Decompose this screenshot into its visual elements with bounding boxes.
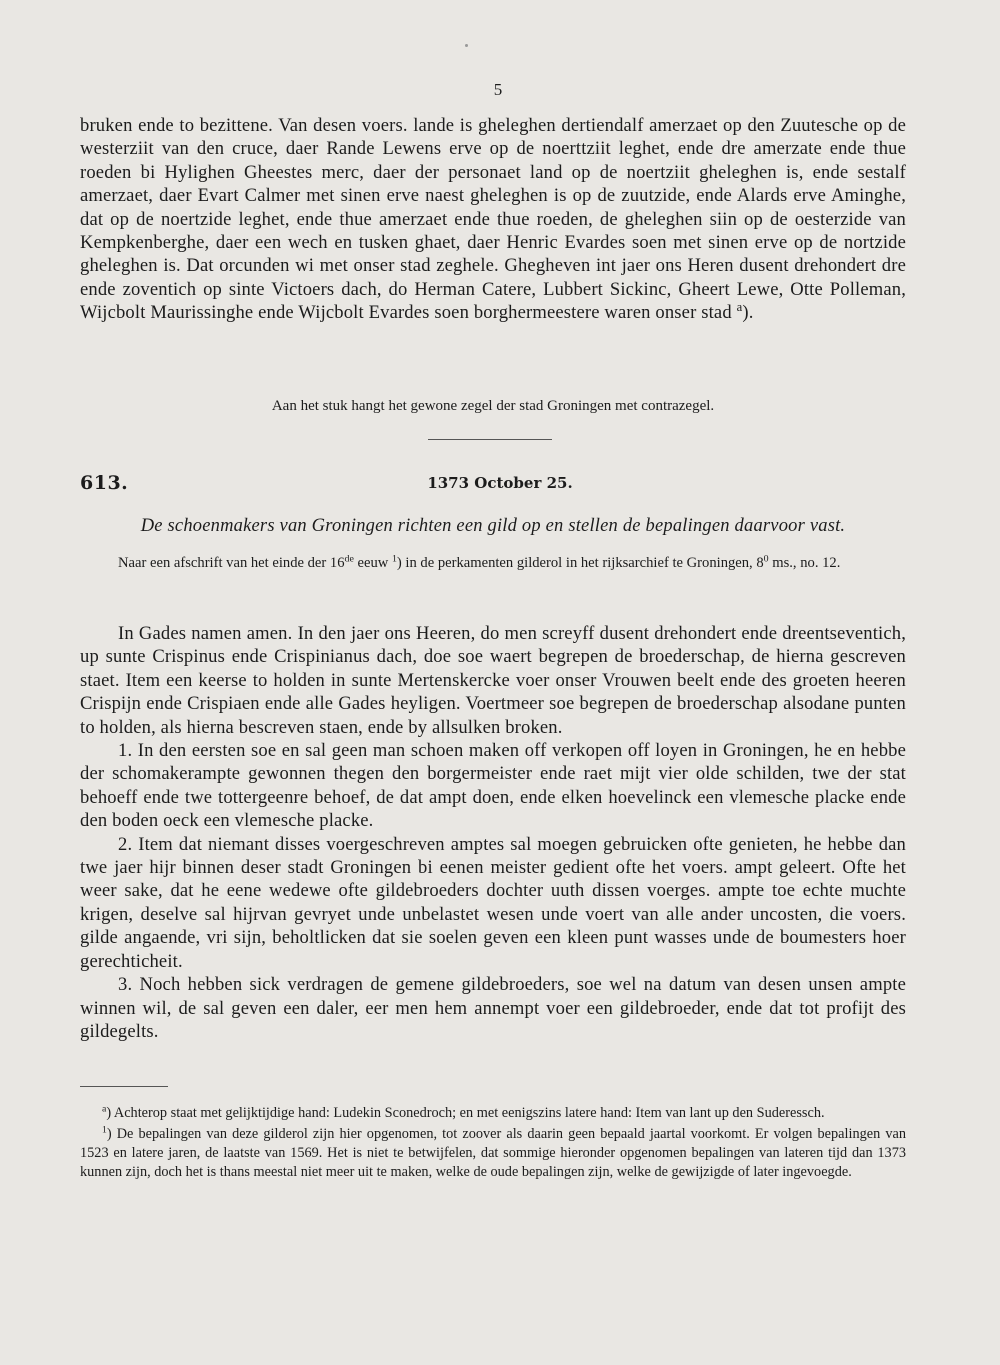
top-paragraph: bruken ende to bezittene. Van desen voers. lande is gheleghen dertiendalf amerzaet op den Zuutesche op de westerziit van den cruce, daer Rande Lewens erve op de noerttziit leghet, ende dre amerzate ende thue roeden bi Hylighen Gheestes merc, daer der personaet land op de noertziit gheleghen is, ende sestalf amerzaet, daer Evart Calmer met sinen erve naest gheleghen is op de zuutzide, ende Alards erve Aminghe, dat op de noertzide leghet, ende thue amerzaet ende thue roeden, de gheleghen siin op de oesterzide van Kempkenberghe, daer een wech en tusken ghaet, daer Henric Evardes soen met sinen erve op de nortzide gheleghen is. Dat orcunden wi met onser stad zeghele. Ghegheven int jaer ons Heren dusent drehondert dre ende zoventich op sinte Victoers dach, do Herman Catere, Lubbert Sickinc, Gheert Lewe, Otte Polleman, Wijcbolt Maurissinghe ende Wijcbolt Evardes soen borghermeestere waren onser stad $^a$). — [80, 115, 906, 324]
footnote-ref-1[interactable]: 1 — [391, 553, 397, 565]
continued-charter-text — [80, 114, 906, 325]
gild-text — [80, 622, 906, 1043]
footnote-a: $^a$) Achterop staat met gelijktijdige hand: Ludekin Sconedroch; en met eenigszins latere hand: Item van lant up den Suderessch. — [102, 1103, 825, 1121]
footnote-ref-a[interactable]: a — [736, 300, 743, 315]
speck — [465, 44, 468, 47]
page-number: 5 — [493, 80, 503, 99]
source-note: Naar een afschrift van het einde der 16de eeuw $^1$) in de perkamenten gilderol in het rijksarchief te Groningen, $8^0$ ms., no. 12. — [118, 553, 841, 571]
document-title: De schoenmakers van Groningen richten een gild op en stellen de bepalingen daarvoor vast. — [140, 516, 846, 536]
paragraph-preamble: In Gades namen amen. In den jaer ons Heeren, do men screyff dusent drehondert ende dreentseventich, up sunte Crispinus ende Crispinianus dach, doe soe waert begrepen de broederschap, de hierna gescreven staet. Item een keerse to holden in sunte Mertenskercke voer onser Vrouwen beelt ende des groeten heeren Crispijn ende Crispiaen ende alle Gades heyligen. Voertmeer soe begrepen de broederschap alsodane punten to holden, als hierna bescreven staen, ende by allsulken broken. — [80, 623, 906, 738]
paragraph-article-3: 3. Noch hebben sick verdragen de gemene gildebroeders, soe wel na datum van desen unsen ampte winnen wil, de sal geven een daler, eer men hem annempt voer een gildebroeder, ende dat tot profijt des gildegelts. — [80, 974, 906, 1042]
footnote-divider — [80, 1086, 168, 1087]
footnote-1: $^1$) De bepalingen van deze gilderol zijn hier opgenomen, tot zoover als daarin geen bepaald jaartal voorkomt. Er volgen bepalingen van 1523 en latere jaren, de laatste van 1569. Het is niet te betwijfelen, dat sommige hieronder opgenomen bepalingen van lateren tijd dan 1373 kunnen zijn, doch het is thans meestal niet meer uit te maken, welke de oude bepalingen zijn, welke de gewijzigde of later ingevoegde. — [80, 1124, 906, 1180]
seal-note: Aan het stuk hangt het gewone zegel der stad Groningen met contrazegel. — [271, 398, 715, 414]
footnotes — [80, 1104, 906, 1184]
document-number: 613. — [80, 472, 129, 494]
paragraph-article-1: 1. In den eersten soe en sal geen man schoen maken off verkopen off loyen in Groningen, he en hebbe der schomakerampte gewonnen thegen den borgermeister ende raet mijt vier olde schilden, twe der stat behoeff ende twe tottergeenre behoef, de dat ampt doen, ende elken hoevelinck een vlemesche placke ende den boden oeck een vlemesche placke. — [80, 740, 906, 832]
paragraph-article-2: 2. Item dat niemant disses voergeschreven amptes sal moegen gebruicken ofte genieten, he hebbe dan twe jaer hijr binnen deser stadt Groningen bi eenen meister gedient ofte het voers. ampt geleert. Ofte het weer sake, dat he eene wedewe ofte gildebroeders dochter uuth dissen voerges. ampte toe echte muchte krigen, deselve sal hijrvan gevryet unde unbelastet wesen unde voert van alle ander uncosten, die voers. gilde angaende, vri sijn, beholtlicken dat sie soelen geven een kleen punt wasses unde de boumesters hoer gerechticheit. — [80, 833, 906, 972]
document-date: 1373 October 25. — [427, 474, 573, 492]
section-divider — [428, 439, 552, 440]
